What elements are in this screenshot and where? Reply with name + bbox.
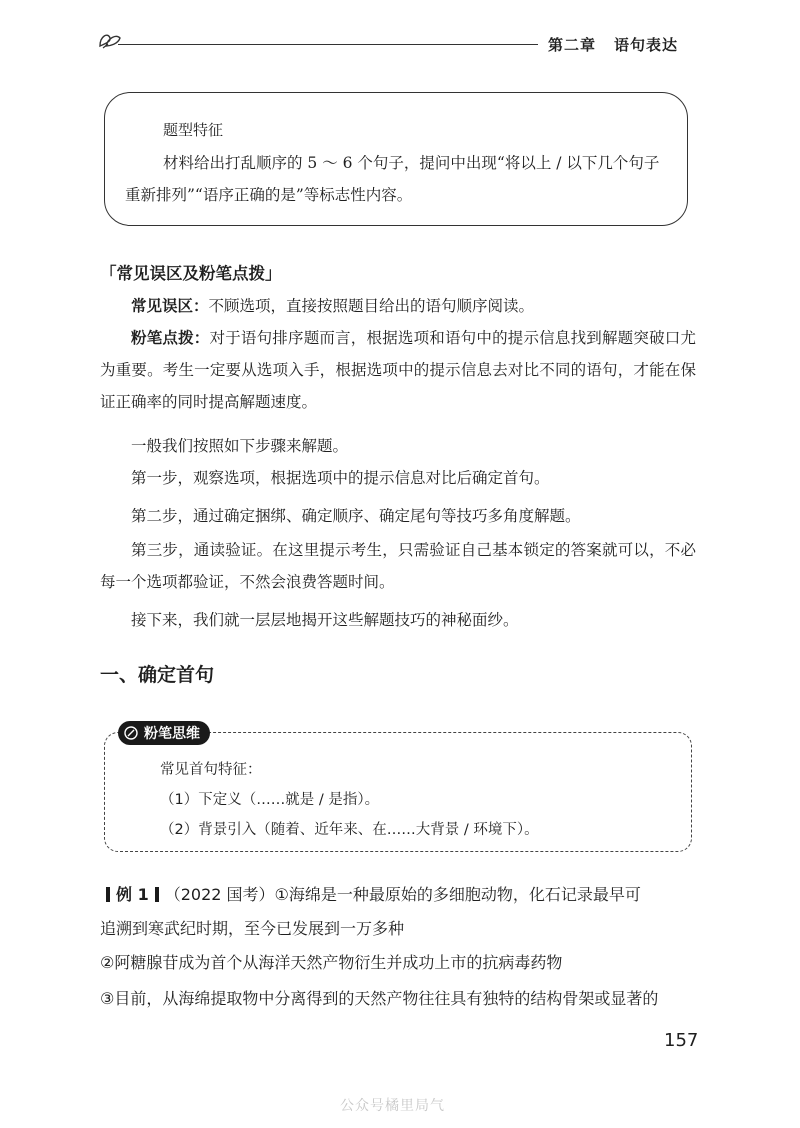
paragraph: 第一步，观察选项，根据选项中的提示信息对比后确定首句。: [131, 469, 550, 487]
section-label: 语句表达: [614, 36, 679, 54]
feature-box: [104, 92, 688, 226]
feature-body: 材料给出打乱顺序的 5 ～ 6 个句子，提问中出现“将以上 / 以下几个句子重新排列”“语序正确的是”等标志性内容。: [125, 154, 660, 204]
watermark: 公众号橘里局气: [340, 1098, 445, 1114]
thinking-line: 常见首句特征：: [160, 762, 262, 778]
mistakes-heading: 「常见误区及粉笔点拨」: [100, 264, 282, 283]
paragraph: [100, 290, 696, 322]
example-line: 追溯到寒武纪时期，至今已发展到一万多种: [100, 919, 405, 938]
paragraph: 第二步，通过确定捆绑、确定顺序、确定尾句等技巧多角度解题。: [131, 507, 581, 525]
running-header: [548, 34, 678, 55]
thinking-tag-label: 粉笔思维: [144, 726, 200, 742]
paragraph-text: 对于语句排序题而言，根据选项和语句中的提示信息找到解题突破口尤为重要。考生一定要从选项入手，根据选项中的提示信息去对比不同的语句，才能在保证正确率的同时提高解题速度。: [100, 329, 696, 411]
paragraph-label: 常见误区：: [131, 296, 209, 315]
example-badge-label: 例 1: [116, 885, 149, 904]
thinking-line: （2）背景引入（随着、近年来、在……大背景 / 环境下）。: [160, 822, 539, 838]
pen-icon: [124, 726, 138, 740]
example-line: ③目前，从海绵提取物中分离得到的天然产物往往具有独特的结构骨架或显著的: [100, 989, 659, 1008]
paragraph: [100, 322, 696, 418]
paragraph: 第三步，通读验证。在这里提示考生，只需验证自己基本锁定的答案就可以，不必每一个选项都验证，不然会浪费答题时间。: [100, 541, 696, 591]
leaf-icon: [96, 28, 122, 50]
thinking-line: （1）下定义（……就是 / 是指）。: [160, 792, 380, 808]
example-source: （2022 国考）: [164, 885, 275, 904]
example-text: ①海绵是一种最原始的多细胞动物，化石记录最早可: [274, 885, 641, 904]
paragraph-label: 粉笔点拨：: [131, 328, 210, 347]
chapter-label: 第二章: [548, 36, 597, 54]
example-badge: [100, 885, 165, 904]
paragraph-text: 不顾选项，直接按照题目给出的语句顺序阅读。: [208, 297, 535, 315]
section-title: 一、确定首句: [100, 664, 215, 686]
header-rule: [118, 44, 538, 45]
example-line: ②阿糖腺苷成为首个从海洋天然产物衍生并成功上市的抗病毒药物: [100, 953, 563, 972]
paragraph: 接下来，我们就一层层地揭开这些解题技巧的神秘面纱。: [131, 611, 519, 629]
page-number: 157: [664, 1030, 699, 1051]
feature-title: 题型特征: [163, 121, 224, 139]
example-line: [100, 882, 700, 905]
thinking-tag: [118, 721, 210, 745]
paragraph: 一般我们按照如下步骤来解题。: [131, 437, 349, 455]
